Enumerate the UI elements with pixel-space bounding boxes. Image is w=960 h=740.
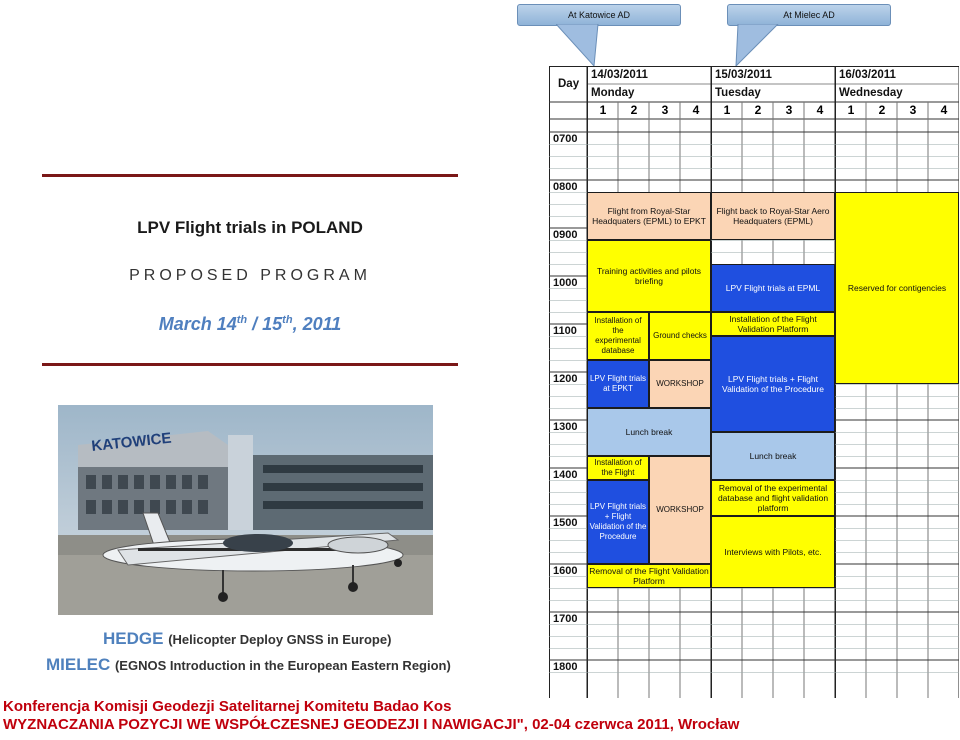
schedule-block: LPV Flight trials at EPKT — [587, 360, 649, 408]
time-label: 1600 — [553, 565, 578, 577]
document-subtitle: PROPOSED PROGRAM — [129, 267, 371, 284]
time-label: 0800 — [553, 181, 578, 193]
schedule-block: Installation of the Flight — [587, 456, 649, 480]
schedule-block: Flight back to Royal-Star Aero Headquaters (EPML) — [711, 192, 835, 240]
slot-number: 1 — [599, 103, 607, 117]
time-label: 0700 — [553, 133, 578, 145]
airport-photo — [58, 405, 433, 615]
slot-number: 4 — [940, 103, 948, 117]
day-date: 15/03/2011 — [715, 69, 772, 81]
slot-number: 3 — [785, 103, 793, 117]
schedule-block: WORKSHOP — [649, 456, 711, 564]
schedule-block: Flight from Royal-Star Headquaters (EPML) to EPKT — [587, 192, 711, 240]
conference-footer — [3, 698, 739, 734]
slot-number: 4 — [692, 103, 700, 117]
time-label: 1400 — [553, 469, 578, 481]
slot-number: 1 — [723, 103, 731, 117]
slot-number: 2 — [754, 103, 762, 117]
hedge-acknowledgment: HEDGE (Helicopter Deploy GNSS in Europe) — [103, 629, 392, 648]
katowice-callout: At Katowice AD — [517, 4, 681, 26]
day-name: Tuesday — [715, 87, 761, 99]
top-rule — [42, 174, 458, 177]
day-date: 14/03/2011 — [591, 69, 648, 81]
time-label: 1700 — [553, 613, 578, 625]
time-label: 1500 — [553, 517, 578, 529]
katowice-callout-pointer — [556, 24, 606, 68]
footer-line-1: Konferencja Komisji Geodezji Satelitarnej Komitetu Badao Kos — [3, 698, 452, 715]
time-label: 1200 — [553, 373, 578, 385]
schedule-block: WORKSHOP — [649, 360, 711, 408]
slot-number: 3 — [909, 103, 917, 117]
schedule-block: LPV Flight trials + Flight Validation of the Procedure — [587, 480, 649, 564]
svg-text:KATOWICE: KATOWICE — [90, 429, 173, 455]
time-label: 1000 — [553, 277, 578, 289]
time-label: 0900 — [553, 229, 578, 241]
schedule-block: LPV Flight trials at EPML — [711, 264, 835, 312]
schedule-block: Lunch break — [587, 408, 711, 456]
schedule-block: Reserved for contigencies — [835, 192, 959, 384]
document-title: LPV Flight trials in POLAND — [137, 218, 363, 237]
time-label: 1800 — [553, 661, 578, 673]
slot-number: 3 — [661, 103, 669, 117]
schedule-block: Lunch break — [711, 432, 835, 480]
slot-number: 2 — [630, 103, 638, 117]
schedule-block: Ground checks — [649, 312, 711, 360]
schedule-block: Installation of the Flight Validation Platform — [711, 312, 835, 336]
slot-number: 1 — [847, 103, 855, 117]
schedule-block: Removal of the Flight Validation Platform — [587, 564, 711, 588]
schedule-block: Installation of the experimental database — [587, 312, 649, 360]
day-label: Day — [558, 78, 580, 90]
schedule-block: Training activities and pilots briefing — [587, 240, 711, 312]
slot-number: 2 — [878, 103, 886, 117]
slot-number: 4 — [816, 103, 824, 117]
mielec-callout-pointer — [732, 24, 782, 68]
schedule-block: LPV Flight trials + Flight Validation of the Procedure — [711, 336, 835, 432]
time-label: 1300 — [553, 421, 578, 433]
day-date: 16/03/2011 — [839, 69, 896, 81]
day-name: Wednesday — [839, 87, 903, 99]
schedule-block: Removal of the experimental database and flight validation platform — [711, 480, 835, 516]
time-label: 1100 — [553, 325, 577, 337]
mielec-acknowledgment: MIELEC (EGNOS Introduction in the European Eastern Region) — [46, 655, 451, 674]
schedule-block: Interviews with Pilots, etc. — [711, 516, 835, 588]
event-dates: March 14th / 15th, 2011 — [158, 314, 342, 334]
bottom-rule — [42, 363, 458, 366]
mielec-callout: At Mielec AD — [727, 4, 891, 26]
footer-line-2: WYZNACZANIA POZYCJI WE WSPÓŁCZESNEJ GEODEZJI I NAWIGACJI", 02-04 czerwca 2011, Wrocław — [3, 716, 740, 733]
day-name: Monday — [591, 87, 635, 99]
